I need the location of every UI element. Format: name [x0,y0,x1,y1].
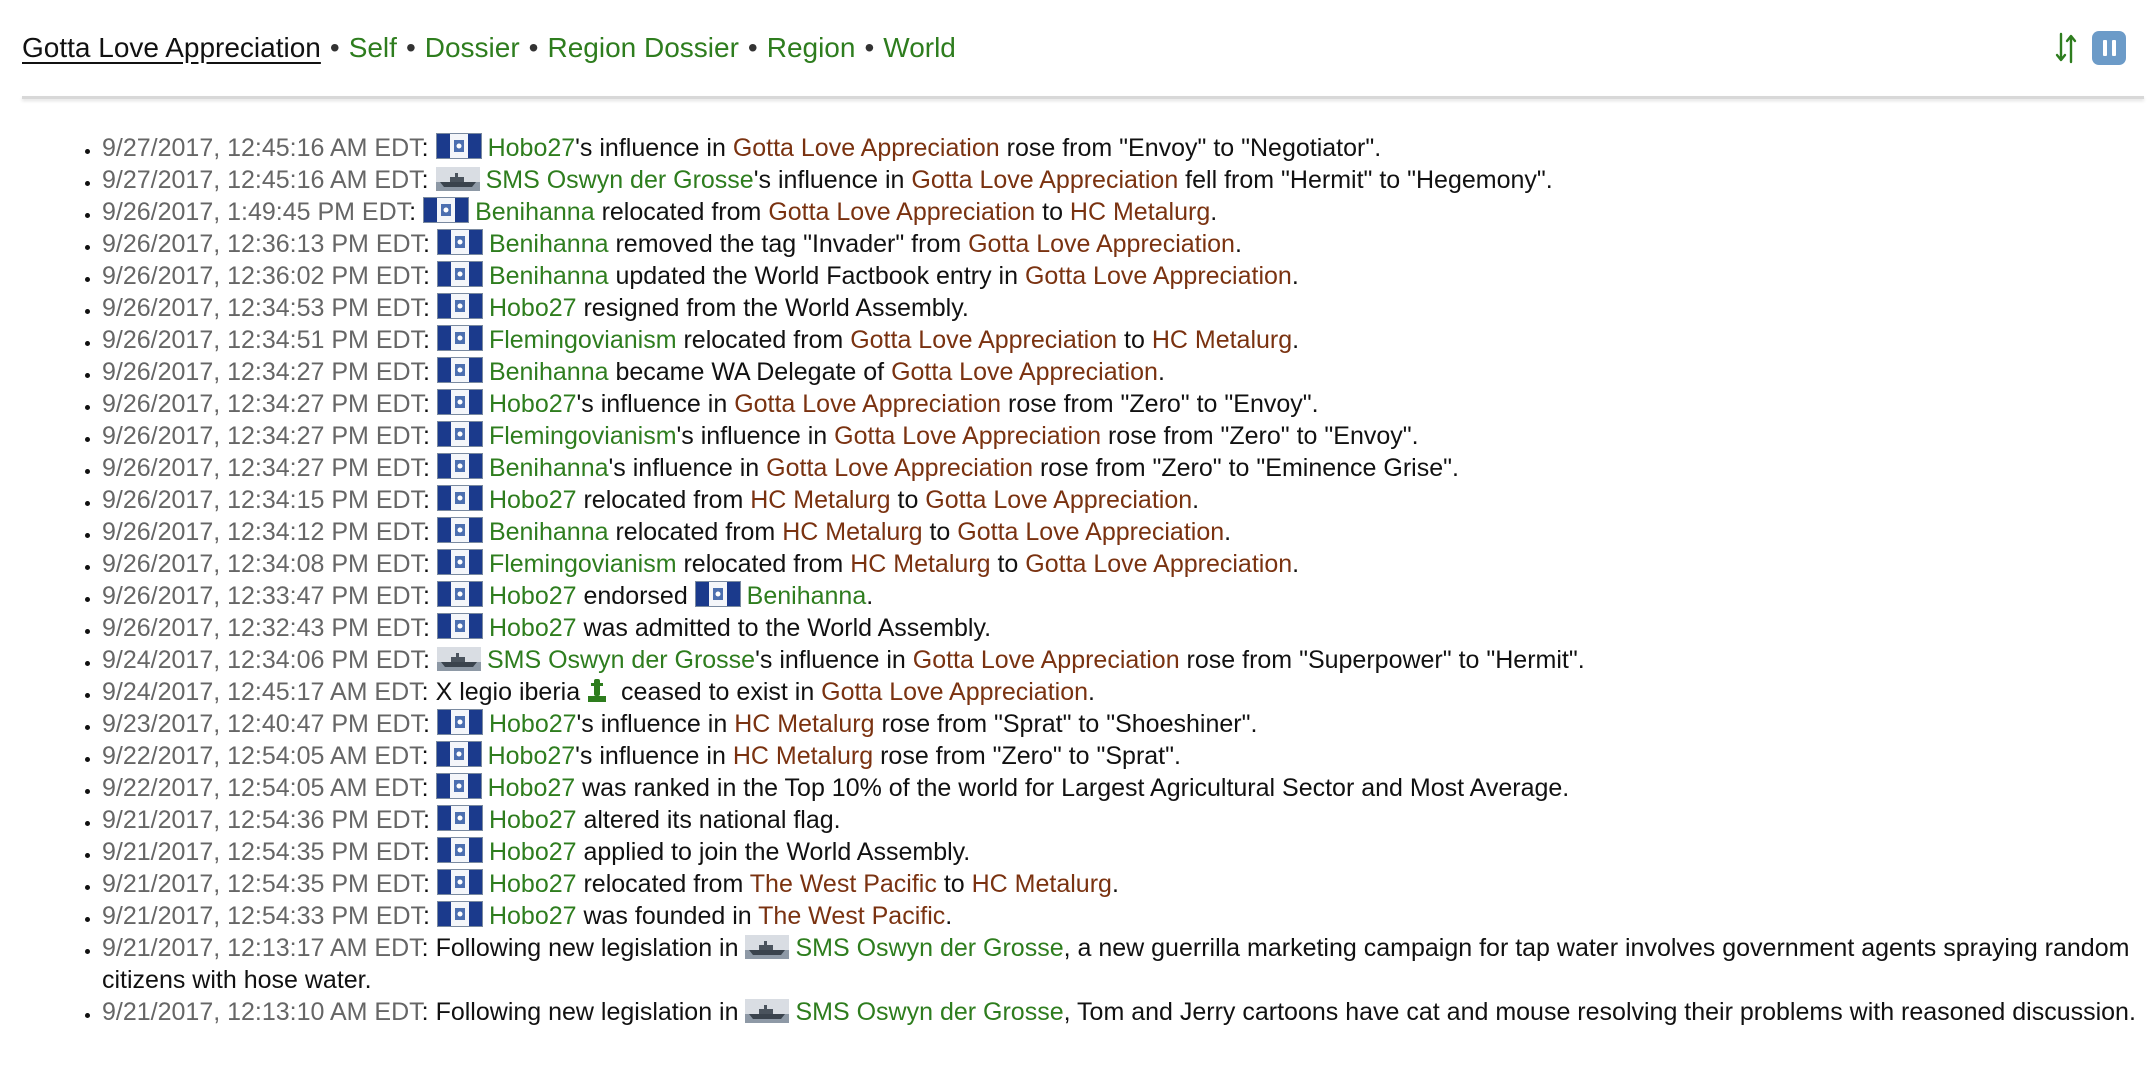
region-link[interactable]: Gotta Love Appreciation [766,454,1034,482]
region-link[interactable]: Gotta Love Appreciation [834,422,1102,450]
event-text: relocated from [576,870,750,898]
event-timestamp[interactable]: 9/26/2017, 12:32:43 PM EDT [102,614,424,642]
feed-item: • 9/26/2017, 12:34:27 PM EDT: Flemingovianism's influence in Gotta Love Appreciation rose from "Zero" to "Envoy". [102,420,2154,452]
nation-link[interactable]: SMS Oswyn der Grosse [795,934,1064,962]
feed-item: • 9/26/2017, 12:33:47 PM EDT: Hobo27 endorsed Benihanna. [102,580,2154,612]
breadcrumb [22,32,956,64]
flag-blue-white-icon[interactable] [437,261,483,287]
nation-link[interactable]: Benihanna [488,518,609,546]
event-text: to [1117,326,1152,354]
flag-ship-icon[interactable] [436,167,480,191]
flag-blue-white-icon[interactable] [437,549,483,575]
nation-link[interactable]: Hobo27 [488,294,577,322]
breadcrumb-separator: • [329,32,340,63]
event-text: 's influence in [576,390,735,418]
flag-blue-white-icon[interactable] [437,709,483,735]
event-timestamp[interactable]: 9/26/2017, 12:36:13 PM EDT [102,230,424,258]
event-text: . [1157,358,1165,386]
region-link[interactable]: Gotta Love Appreciation [1025,550,1293,578]
event-timestamp[interactable]: 9/26/2017, 12:34:51 PM EDT [102,326,424,354]
feed-item: • 9/26/2017, 12:34:27 PM EDT: Benihanna's influence in Gotta Love Appreciation rose from "Zero" to "Eminence Grise". [102,452,2154,484]
nation-link[interactable]: Benihanna [488,454,609,482]
flag-ship-icon[interactable] [745,935,789,959]
region-link[interactable]: Gotta Love Appreciation [1024,262,1292,290]
flag-blue-white-icon[interactable] [437,357,483,383]
flag-blue-white-icon[interactable] [437,901,483,927]
breadcrumb-separator: • [528,32,539,63]
event-text: altered its national flag. [576,806,841,834]
flag-blue-white-icon[interactable] [695,581,741,607]
flag-blue-white-icon[interactable] [437,453,483,479]
region-link[interactable]: HC Metalurg [750,486,891,514]
region-link[interactable]: HC Metalurg [850,550,991,578]
nation-link[interactable]: Hobo27 [488,486,577,514]
nation-link[interactable]: Flemingovianism [488,422,677,450]
event-timestamp[interactable]: 9/21/2017, 12:13:10 AM EDT [102,998,422,1026]
event-text: . [1192,486,1200,514]
nation-link[interactable]: Hobo27 [487,774,576,802]
nation-link[interactable]: Hobo27 [488,614,577,642]
region-link[interactable]: The West Pacific [758,902,946,930]
region-link[interactable]: Gotta Love Appreciation [925,486,1193,514]
event-text: . [1088,678,1095,706]
nation-link[interactable]: Benihanna [475,198,595,226]
nation-link[interactable]: Hobo27 [488,838,577,866]
event-text: Following new legislation in [435,998,746,1026]
nation-link[interactable]: Hobo27 [487,134,576,162]
event-text: . [1210,198,1218,226]
event-text: relocated from [608,518,783,546]
event-text: relocated from [576,486,751,514]
feed-item: • 9/26/2017, 12:36:13 PM EDT: Benihanna removed the tag "Invader" from Gotta Love Appreciation. [102,228,2154,260]
flag-ship-icon[interactable] [745,999,789,1023]
event-timestamp[interactable]: 9/26/2017, 12:34:08 PM EDT [102,550,424,578]
feed-item: • 9/23/2017, 12:40:47 PM EDT: Hobo27's influence in HC Metalurg rose from "Sprat" to "Shoeshiner". [102,708,2154,740]
breadcrumb-link-dossier[interactable]: Dossier [424,32,520,63]
region-link[interactable]: HC Metalurg [732,742,874,770]
event-text: to [990,550,1026,578]
event-timestamp[interactable]: 9/26/2017, 12:34:27 PM EDT [102,358,424,386]
event-timestamp[interactable]: 9/24/2017, 12:45:17 AM EDT [102,678,422,706]
feed-item: • 9/26/2017, 12:32:43 PM EDT: Hobo27 was admitted to the World Assembly. [102,612,2154,644]
event-text: 's influence in [576,710,735,738]
event-text: rose from "Envoy" to "Negotiator". [999,134,1382,162]
feed-item: • 9/26/2017, 12:34:27 PM EDT: Benihanna became WA Delegate of Gotta Love Appreciation. [102,356,2154,388]
event-timestamp[interactable]: 9/26/2017, 1:49:45 PM EDT [102,198,410,226]
region-link[interactable]: HC Metalurg [782,518,923,546]
flag-blue-white-icon[interactable] [436,741,482,767]
event-timestamp[interactable]: 9/26/2017, 12:34:12 PM EDT [102,518,424,546]
event-text: . [1224,518,1232,546]
region-link[interactable]: Gotta Love Appreciation [968,230,1235,258]
event-text: removed the tag "Invader" from [608,230,969,258]
region-link[interactable]: HC Metalurg [1069,198,1211,226]
event-text: to [936,870,972,898]
event-text: rose from "Zero" to "Envoy". [1001,390,1319,418]
flag-blue-white-icon[interactable] [437,389,483,415]
flag-blue-white-icon[interactable] [437,229,483,255]
event-text: . [1111,870,1119,898]
nation-link[interactable]: Benihanna [488,262,609,290]
feed-item: • 9/26/2017, 12:34:27 PM EDT: Hobo27's influence in Gotta Love Appreciation rose from "Zero" to "Envoy". [102,388,2154,420]
feed-item: • 9/21/2017, 12:13:17 AM EDT: Following new legislation in SMS Oswyn der Grosse, a new guerrilla marketing campaign for tap water involves government agents spraying random citizens with hose water. [102,932,2154,996]
feed-item: • 9/27/2017, 12:45:16 AM EDT: Hobo27's influence in Gotta Love Appreciation rose from "Envoy" to "Negotiator". [102,132,2154,164]
region-link[interactable]: Gotta Love Appreciation [957,518,1225,546]
region-link[interactable]: HC Metalurg [971,870,1112,898]
flag-blue-white-icon[interactable] [436,773,482,799]
event-text: . [1291,262,1299,290]
event-text: fell from "Hermit" to "Hegemony". [1178,166,1553,194]
breadcrumb-link-self[interactable]: Self [348,32,397,63]
event-text: 's influence in [575,742,733,770]
event-text: rose from "Zero" to "Envoy". [1101,422,1419,450]
feed-item: • 9/26/2017, 12:34:53 PM EDT: Hobo27 resigned from the World Assembly. [102,292,2154,324]
flag-blue-white-icon[interactable] [437,517,483,543]
event-timestamp[interactable]: 9/21/2017, 12:54:35 PM EDT [102,870,424,898]
event-timestamp[interactable]: 9/26/2017, 12:36:02 PM EDT [102,262,424,290]
breadcrumb-link-region-dossier[interactable]: Region Dossier [547,32,739,63]
event-timestamp[interactable]: 9/21/2017, 12:54:33 PM EDT [102,902,424,930]
header-bar [22,18,2132,78]
event-text: applied to join the World Assembly. [576,838,971,866]
event-text: . [945,902,953,930]
nation-link[interactable]: Hobo27 [488,870,577,898]
region-link[interactable]: Gotta Love Appreciation [891,358,1158,386]
feed-item: • 9/22/2017, 12:54:05 AM EDT: Hobo27 was ranked in the Top 10% of the world for Largest Agricultural Sector and Most Average. [102,772,2154,804]
nation-link[interactable]: Benihanna [488,358,609,386]
region-link[interactable]: The West Pacific [749,870,937,898]
event-text: ceased to exist in [614,678,822,706]
event-timestamp[interactable]: 9/22/2017, 12:54:05 AM EDT [102,774,422,802]
feed-item: • 9/27/2017, 12:45:16 AM EDT: SMS Oswyn der Grosse's influence in Gotta Love Appreciation fell from "Hermit" to "Hegemony". [102,164,2154,196]
feed-item: • 9/21/2017, 12:54:36 PM EDT: Hobo27 altered its national flag. [102,804,2154,836]
nation-link[interactable]: Flemingovianism [488,326,677,354]
nation-link[interactable]: SMS Oswyn der Grosse [485,166,754,194]
breadcrumb-current: Gotta Love Appreciation [22,32,321,63]
flag-blue-white-icon[interactable] [437,581,483,607]
event-timestamp[interactable]: 9/26/2017, 12:34:27 PM EDT [102,454,424,482]
flag-blue-white-icon[interactable] [437,421,483,447]
event-text: was founded in [576,902,759,930]
event-text: was admitted to the World Assembly. [576,614,992,642]
nation-link[interactable]: Benihanna [746,582,867,610]
event-text: to [1035,198,1070,226]
flag-blue-white-icon[interactable] [437,805,483,831]
feed-item: • 9/26/2017, 12:34:15 PM EDT: Hobo27 relocated from HC Metalurg to Gotta Love Appreciation. [102,484,2154,516]
event-text: rose from "Zero" to "Sprat". [873,742,1181,770]
nation-link[interactable]: Hobo27 [488,806,577,834]
nation-link[interactable]: SMS Oswyn der Grosse [795,998,1064,1026]
nation-link[interactable]: Benihanna [488,230,609,258]
breadcrumb-separator: • [747,32,758,63]
event-text: updated the World Factbook entry in [608,262,1025,290]
event-text: 's influence in [575,134,733,162]
activity-feed [70,132,2154,1028]
event-text: was ranked in the Top 10% of the world for Largest Agricultural Sector and Most Average. [575,774,1570,802]
event-text: , a new guerrilla marketing campaign for tap water involves government agents spraying random citizens with hose water. [102,934,2130,994]
event-timestamp[interactable]: 9/23/2017, 12:40:47 PM EDT [102,710,424,738]
event-text: Following new legislation in [435,934,746,962]
flag-blue-white-icon[interactable] [437,485,483,511]
event-timestamp[interactable]: 9/26/2017, 12:34:53 PM EDT [102,294,424,322]
event-text: . [866,582,874,610]
event-text: X legio iberia [435,678,581,706]
pause-icon [2103,40,2107,56]
event-text: rose from "Sprat" to "Shoeshiner". [874,710,1258,738]
event-text: relocated from [594,198,769,226]
event-text: . [1234,230,1242,258]
feed-item: • 9/26/2017, 12:36:02 PM EDT: Benihanna updated the World Factbook entry in Gotta Love Appreciation. [102,260,2154,292]
breadcrumb-separator: • [405,32,416,63]
region-link[interactable]: Gotta Love Appreciation [850,326,1118,354]
feed-item: • 9/21/2017, 12:54:35 PM EDT: Hobo27 applied to join the World Assembly. [102,836,2154,868]
event-text: . [1292,550,1300,578]
flag-blue-white-icon[interactable] [423,197,469,223]
region-link[interactable]: Gotta Love Appreciation [734,390,1002,418]
event-timestamp[interactable]: 9/24/2017, 12:34:06 PM EDT [102,646,424,674]
event-timestamp[interactable]: 9/21/2017, 12:54:35 PM EDT [102,838,424,866]
region-link[interactable]: HC Metalurg [1151,326,1293,354]
region-link[interactable]: Gotta Love Appreciation [911,166,1179,194]
flag-blue-white-icon[interactable] [437,325,483,351]
header-divider [22,96,2144,99]
feed-item: • 9/26/2017, 12:34:08 PM EDT: Flemingovianism relocated from HC Metalurg to Gotta Love Appreciation. [102,548,2154,580]
breadcrumb-separator: • [864,32,875,63]
flag-blue-white-icon[interactable] [437,837,483,863]
region-link[interactable]: Gotta Love Appreciation [821,678,1089,706]
event-text: resigned from the World Assembly. [576,294,969,322]
event-text: 's influence in [608,454,767,482]
event-text: relocated from [676,550,851,578]
pause-button[interactable] [2092,31,2126,65]
nation-link[interactable]: Hobo27 [488,902,577,930]
event-text: became WA Delegate of [608,358,892,386]
flag-ship-icon[interactable] [437,647,481,671]
feed-item: • 9/26/2017, 1:49:45 PM EDT: Benihanna relocated from Gotta Love Appreciation to HC Metalurg. [102,196,2154,228]
flag-blue-white-icon[interactable] [437,293,483,319]
event-timestamp[interactable]: 9/27/2017, 12:45:16 AM EDT [102,134,422,162]
nation-link[interactable]: Hobo27 [488,582,577,610]
event-text: relocated from [676,326,851,354]
tombstone-icon [586,677,608,703]
event-timestamp[interactable]: 9/21/2017, 12:54:36 PM EDT [102,806,424,834]
feed-item: • 9/22/2017, 12:54:05 AM EDT: Hobo27's influence in HC Metalurg rose from "Zero" to "Sprat". [102,740,2154,772]
event-timestamp[interactable]: 9/27/2017, 12:45:16 AM EDT [102,166,422,194]
feed-item: • 9/21/2017, 12:54:35 PM EDT: Hobo27 relocated from The West Pacific to HC Metalurg. [102,868,2154,900]
event-text: to [922,518,958,546]
event-timestamp[interactable]: 9/26/2017, 12:33:47 PM EDT [102,582,424,610]
feed-item: • 9/21/2017, 12:13:10 AM EDT: Following new legislation in SMS Oswyn der Grosse, Tom and Jerry cartoons have cat and mouse resolving their problems with reasoned discussion. [102,996,2154,1028]
breadcrumb-link-world[interactable]: World [883,32,956,63]
event-text: rose from "Superpower" to "Hermit". [1179,646,1585,674]
flag-blue-white-icon[interactable] [437,613,483,639]
feed-controls [2054,31,2126,65]
sort-arrows-icon[interactable] [2054,31,2078,65]
event-text: endorsed [576,582,695,610]
region-link[interactable]: HC Metalurg [734,710,875,738]
feed-item: • 9/21/2017, 12:54:33 PM EDT: Hobo27 was founded in The West Pacific. [102,900,2154,932]
region-link[interactable]: Gotta Love Appreciation [732,134,1000,162]
feed-item: • 9/26/2017, 12:34:51 PM EDT: Flemingovianism relocated from Gotta Love Appreciation to HC Metalurg. [102,324,2154,356]
event-timestamp[interactable]: 9/26/2017, 12:34:15 PM EDT [102,486,424,514]
breadcrumb-link-region[interactable]: Region [766,32,856,63]
event-timestamp[interactable]: 9/21/2017, 12:13:17 AM EDT [102,934,422,962]
region-link[interactable]: Gotta Love Appreciation [912,646,1180,674]
event-text: rose from "Zero" to "Eminence Grise". [1033,454,1459,482]
flag-blue-white-icon[interactable] [437,869,483,895]
feed-item: • 9/26/2017, 12:34:12 PM EDT: Benihanna relocated from HC Metalurg to Gotta Love Appreciation. [102,516,2154,548]
event-text: 's influence in [753,166,912,194]
nation-link[interactable]: SMS Oswyn der Grosse [486,646,756,674]
nation-link[interactable]: Hobo27 [488,710,577,738]
nation-link[interactable]: Flemingovianism [488,550,677,578]
region-link[interactable]: Gotta Love Appreciation [768,198,1036,226]
feed-item: • 9/24/2017, 12:34:06 PM EDT: SMS Oswyn der Grosse's influence in Gotta Love Appreciation rose from "Superpower" to "Hermit". [102,644,2154,676]
feed-item: • 9/24/2017, 12:45:17 AM EDT: X legio iberia ceased to exist in Gotta Love Appreciation. [102,676,2154,708]
nation-link[interactable]: Hobo27 [487,742,576,770]
event-timestamp[interactable]: 9/26/2017, 12:34:27 PM EDT [102,390,424,418]
nation-link[interactable]: Hobo27 [488,390,577,418]
event-timestamp[interactable]: 9/26/2017, 12:34:27 PM EDT [102,422,424,450]
event-text: , Tom and Jerry cartoons have cat and mouse resolving their problems with reasoned discussion. [1063,998,2136,1026]
flag-blue-white-icon[interactable] [436,133,482,159]
event-text: 's influence in [755,646,913,674]
event-text: . [1292,326,1300,354]
event-timestamp[interactable]: 9/22/2017, 12:54:05 AM EDT [102,742,422,770]
event-text: to [890,486,926,514]
event-text: 's influence in [676,422,835,450]
